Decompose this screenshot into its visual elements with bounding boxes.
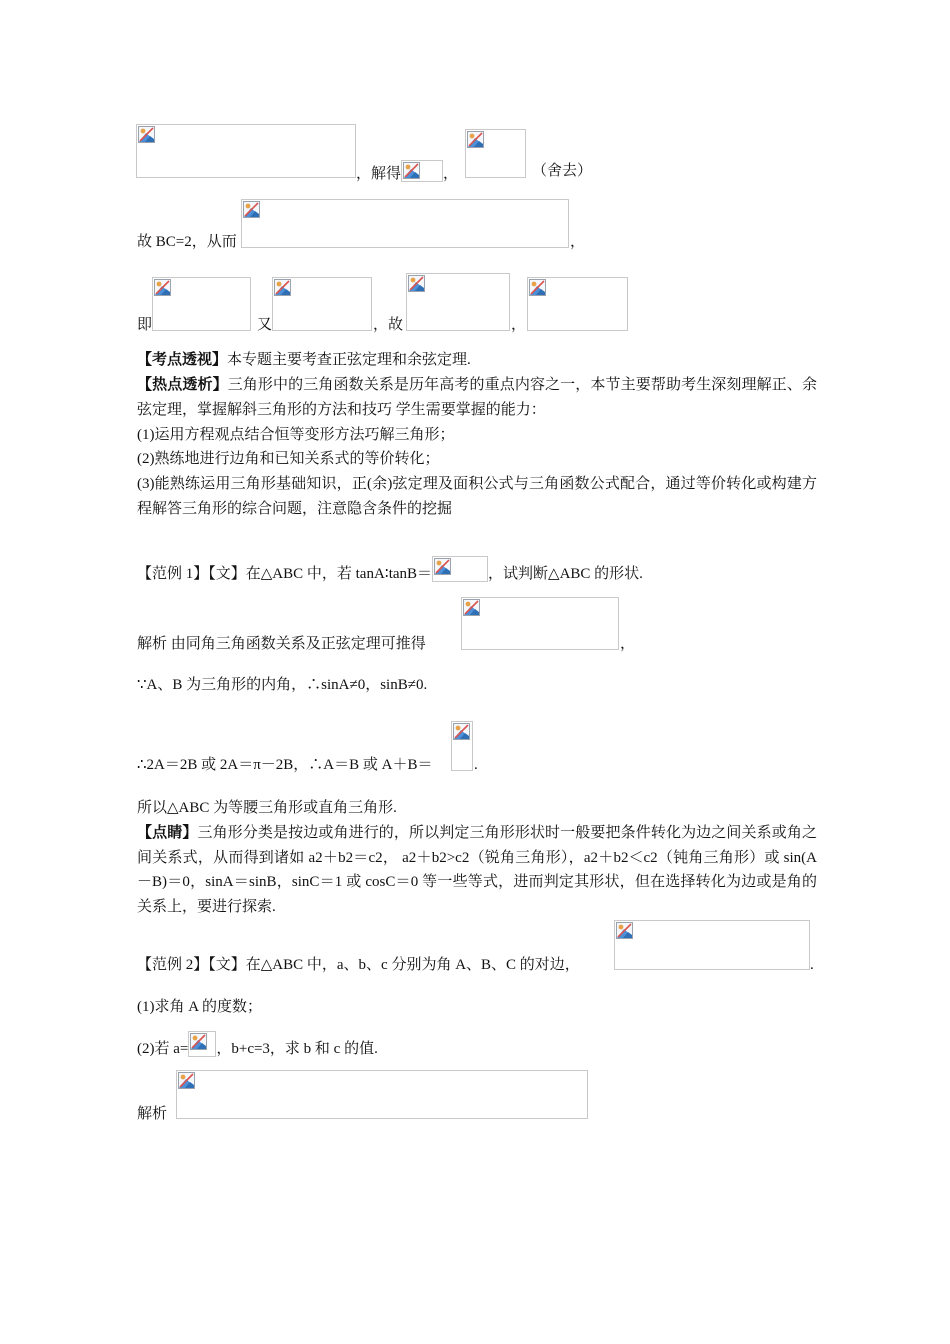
formula-image bbox=[188, 1031, 216, 1057]
redian-label: 【热点透析】 bbox=[137, 377, 228, 393]
gu-text: ，故 bbox=[373, 317, 404, 333]
broken-image-icon bbox=[467, 131, 484, 148]
broken-image-icon bbox=[178, 1072, 195, 1089]
broken-image-icon bbox=[190, 1033, 207, 1050]
broken-image-icon bbox=[616, 922, 633, 939]
formula-image bbox=[401, 160, 443, 182]
formula-image bbox=[176, 1070, 588, 1119]
sol1-line3-prefix: ∴2A＝2B 或 2A＝π－2B，∴A＝B 或 A＋B＝ bbox=[137, 757, 433, 773]
broken-image-icon bbox=[453, 723, 470, 740]
redian-paragraph: 【热点透析】三角形中的三角函数关系是历年高考的重点内容之一，本节主要帮助考生深刻理解正、余弦定理，掌握解斜三角形的方法和技巧 学生需要掌握的能力： bbox=[137, 377, 817, 418]
example1-question: 【范例 1】【文】在△ABC 中，若 tanA∶tanB＝ ，试判断△ABC 的形状. bbox=[137, 556, 643, 585]
dianjing-label: 【点睛】 bbox=[137, 825, 198, 841]
sol2-prefix: 解析 bbox=[137, 1106, 168, 1122]
ability-item: (2)熟练地进行边角和已知关系式的等价转化； bbox=[137, 451, 440, 467]
you-text: 又 bbox=[257, 317, 273, 333]
ji-text: 即 bbox=[137, 317, 153, 333]
broken-image-icon bbox=[463, 599, 480, 616]
formula-image bbox=[406, 273, 510, 331]
broken-image-icon bbox=[243, 201, 260, 218]
formula-image bbox=[432, 556, 488, 582]
broken-image-icon bbox=[138, 126, 155, 143]
ability-item: (1)运用方程观点结合恒等变形方法巧解三角形； bbox=[137, 427, 455, 443]
formula-image bbox=[136, 124, 356, 178]
example2-suffix: . bbox=[810, 957, 814, 973]
broken-image-icon bbox=[434, 558, 451, 575]
formula-image bbox=[451, 721, 473, 771]
example2-question: 【范例 2】【文】在△ABC 中，a、b、c 分别为角 A、B、C 的对边， bbox=[137, 957, 580, 973]
broken-image-icon bbox=[154, 279, 171, 296]
broken-image-icon bbox=[529, 279, 546, 296]
example2-label: 【范例 2】【文】 bbox=[137, 957, 246, 973]
sol1-line3-suffix: . bbox=[474, 757, 478, 773]
kaodian-paragraph: 【考点透视】本专题主要考查正弦定理和余弦定理. bbox=[137, 352, 471, 368]
line3-comma: ， bbox=[511, 317, 527, 333]
ability-item: (3)能熟练运用三角形基础知识，正(余)弦定理及面积公式与三角函数公式配合，通过等价转化或构建方程解答三角形的综合问题，注意隐含条件的挖掘 bbox=[137, 476, 817, 517]
line2-prefix: 故 BC=2，从而 bbox=[137, 234, 237, 250]
line2-suffix: ， bbox=[570, 234, 586, 250]
formula-image bbox=[527, 277, 628, 331]
formula-image bbox=[152, 277, 251, 331]
formula-image bbox=[461, 597, 619, 650]
example2-q2: (2)若 a= ，b+c=3，求 b 和 c 的值. bbox=[137, 1031, 378, 1060]
dianjing-paragraph: 【点睛】三角形分类是按边或角进行的，所以判定三角形形状时一般要把条件转化为边之间关系或角之间关系式，从而得到诸如 a2＋b2＝c2， a2＋b2>c2（锐角三角形），a2＋b2＜c2（钝角三角形）或 sin(A－B)＝0，sinA＝sinB，sinC＝1 或 cosC＝0 等一些等式，进而判定其形状，但在选择转化为边或是角的关系上，要进行探索. bbox=[137, 825, 817, 915]
example2-q1: (1)求角 A 的度数； bbox=[137, 999, 262, 1015]
sol1-line1-suffix: ， bbox=[620, 636, 636, 652]
sol1-line1-prefix: 解析 由同角三角函数关系及正弦定理可推得 bbox=[137, 636, 426, 652]
broken-image-icon bbox=[408, 275, 425, 292]
line1-text: ，解得 ， bbox=[356, 160, 458, 185]
sol1-line4: 所以△ABC 为等腰三角形或直角三角形. bbox=[137, 800, 397, 816]
formula-image bbox=[614, 920, 810, 970]
formula-image bbox=[465, 129, 526, 178]
kaodian-label: 【考点透视】 bbox=[137, 352, 228, 368]
formula-image bbox=[241, 199, 569, 248]
broken-image-icon bbox=[403, 162, 420, 179]
sol1-line2: ∵A、B 为三角形的内角，∴sinA≠0，sinB≠0. bbox=[137, 677, 428, 693]
discard-text: （舍去） bbox=[532, 163, 593, 179]
example1-label: 【范例 1】【文】 bbox=[137, 566, 246, 582]
broken-image-icon bbox=[274, 279, 291, 296]
formula-image bbox=[272, 277, 372, 331]
